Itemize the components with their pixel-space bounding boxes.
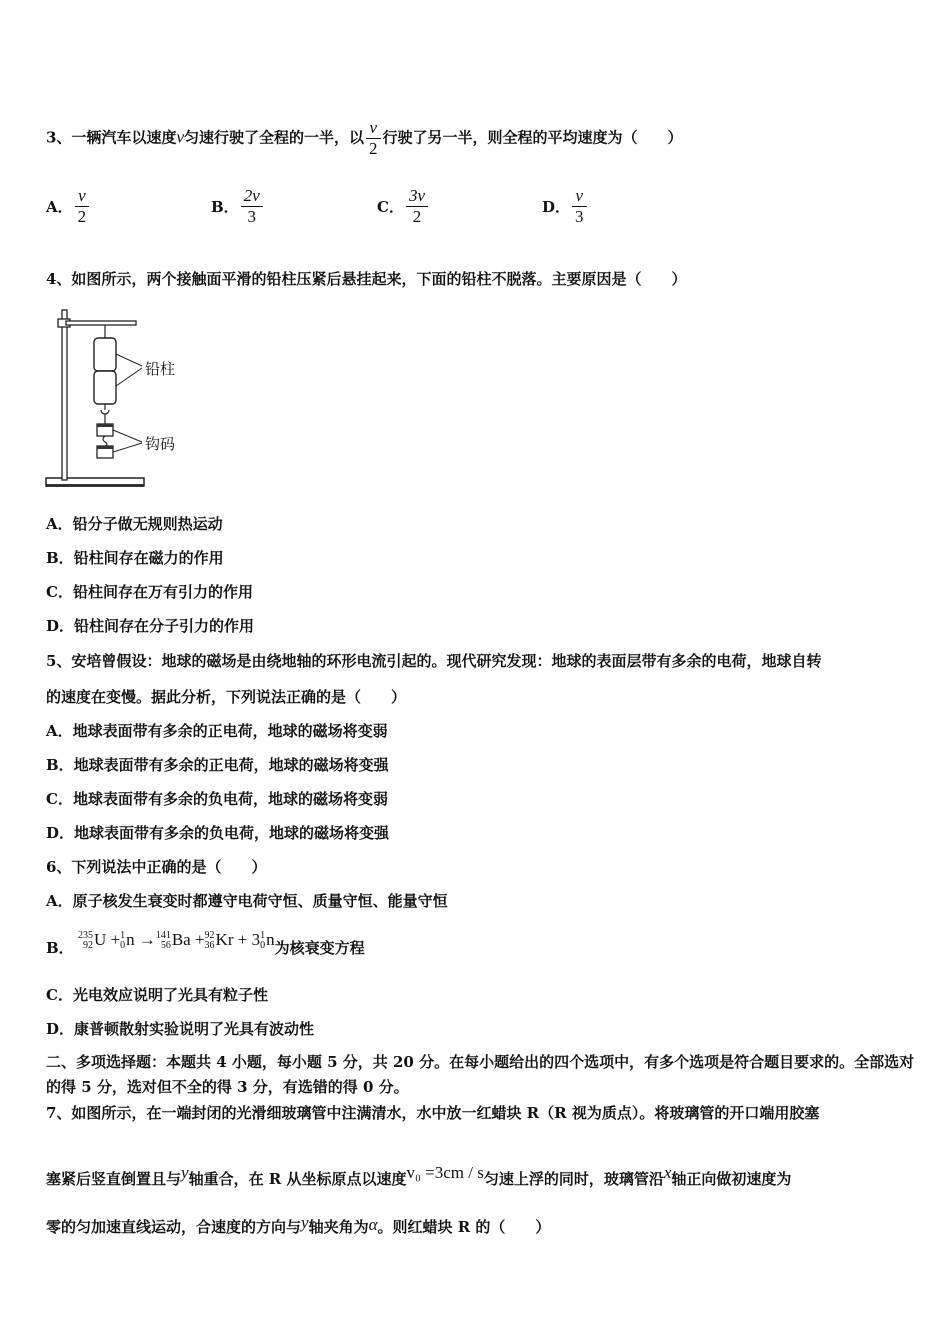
q5-option-b: B．地球表面带有多余的正电荷，地球的磁场将变强 xyxy=(46,756,389,774)
q4-option-b: B．铅柱间存在磁力的作用 xyxy=(46,549,224,567)
frac-den: 3 xyxy=(575,207,584,226)
q4-option-a: A．铅分子做无规则热运动 xyxy=(46,515,223,533)
lead-cylinder-figure xyxy=(44,306,204,492)
frac-den: 3 xyxy=(247,207,256,226)
q7-line1: 7、如图所示，在一端封闭的光滑细玻璃管中注满清水，水中放一红蜡块 R（R 视为质点）。将玻璃管的开口端用胶塞 xyxy=(46,1104,820,1122)
q6-option-c: C．光电效应说明了光具有粒子性 xyxy=(46,986,268,1004)
q3-frac-num: v xyxy=(366,118,381,139)
q3-option-fraction xyxy=(406,186,428,227)
frac-num: 3v xyxy=(406,186,428,207)
q7-line3-a: 零的匀加速直线运动，合速度的方向与 xyxy=(46,1218,302,1236)
section2-heading: 二、多项选择题：本题共 4 小题，每小题 5 分，共 20 分。在每小题给出的四个选项中，有多个选项是符合题目要求的。全部选对的得 5 分，选对但不全的得 3 分，有选错的得 0 分。 xyxy=(46,1053,915,1096)
q7-line3 xyxy=(46,1210,550,1240)
q7-line2-c: 匀速上浮的同时，玻璃管沿 xyxy=(483,1170,664,1188)
frac-num: v xyxy=(75,186,90,207)
q3-fraction xyxy=(366,118,381,159)
q5-stem-line2: 的速度在变慢。据此分析，下列说法正确的是（ ） xyxy=(46,688,407,706)
q6-option-b-suffix: 为核衰变方程 xyxy=(274,939,365,957)
q7-y: y xyxy=(181,1163,189,1182)
nuclide-u: 235 92 xyxy=(77,930,93,952)
frac-num: v xyxy=(572,186,587,207)
q3-stem-b: 匀速行驶了全程的一半，以 xyxy=(184,128,365,147)
q4-option-c: C．铅柱间存在万有引力的作用 xyxy=(46,583,253,601)
q3-option-c xyxy=(377,186,430,227)
frac-num: 2v xyxy=(241,186,263,207)
q7-line3-c: 。则红蜡块 R 的（ ） xyxy=(377,1218,551,1236)
q6-option-a: A．原子核发生衰变时都遵守电荷守恒、质量守恒、能量守恒 xyxy=(46,892,448,910)
nuclide-kr: 92 36 xyxy=(204,930,215,952)
q3-stem-c: 行驶了另一半，则全程的平均速度为（ ） xyxy=(382,128,683,147)
q7-alpha: α xyxy=(368,1215,378,1234)
q6-option-d: D．康普顿散射实验说明了光具有波动性 xyxy=(46,1020,315,1038)
q3-option-label: A． xyxy=(46,198,73,216)
q5-option-a: A．地球表面带有多余的正电荷，地球的磁场将变弱 xyxy=(46,722,388,740)
stand-diagram xyxy=(44,306,204,492)
q7-y-axis: y xyxy=(301,1213,309,1232)
q6-option-b-label: B． xyxy=(46,939,74,957)
q7-line2 xyxy=(46,1158,791,1194)
frac-den: 2 xyxy=(77,207,87,226)
frac-den: 2 xyxy=(412,207,422,226)
q7-x: x xyxy=(663,1163,672,1182)
q3-frac-den: 2 xyxy=(369,139,378,158)
q3-option-fraction xyxy=(572,186,587,227)
q3-option-label: B． xyxy=(211,198,239,216)
q3-option-label: D． xyxy=(542,198,571,216)
q3-option-b xyxy=(211,186,265,227)
nuclide-n2: 1 0 xyxy=(260,930,266,952)
q3-option-label: C． xyxy=(377,198,404,216)
q3-option-fraction xyxy=(75,186,90,227)
q6-option-b xyxy=(46,928,365,960)
q3-option-a xyxy=(46,186,91,227)
q3-v: v xyxy=(176,127,184,147)
q7-line2-b: 轴重合，在 R 从坐标原点以速度 xyxy=(188,1170,407,1188)
q3-option-fraction xyxy=(241,186,263,227)
q3-stem xyxy=(46,118,683,159)
nuclide-n: 1 0 xyxy=(120,930,126,952)
q4-stem: 4、如图所示，两个接触面平滑的铅柱压紧后悬挂起来，下面的铅柱不脱落。主要原因是（ ） xyxy=(46,270,687,288)
q4-option-d: D．铅柱间存在分子引力的作用 xyxy=(46,617,255,635)
q7-line2-d: 轴正向做初速度为 xyxy=(671,1170,792,1188)
q5-stem-line1: 5、安培曾假设：地球的磁场是由绕地轴的环形电流引起的。现代研究发现：地球的表面层带有多余的电荷，地球自转 xyxy=(46,652,822,670)
q7-line3-b: 轴夹角为 xyxy=(308,1218,369,1236)
q3-stem-a: 3、一辆汽车以速度 xyxy=(46,128,177,147)
nuclide-ba: 141 56 xyxy=(155,930,171,952)
q5-option-c: C．地球表面带有多余的负电荷，地球的磁场将变弱 xyxy=(46,790,388,808)
q3-option-d xyxy=(542,186,589,227)
q7-line2-a: 塞紧后竖直倒置且与 xyxy=(46,1170,182,1188)
fission-equation: 235 92 U + 1 0 n → 141 56 Ba + 92 36 Kr + 3 1 0 n xyxy=(77,930,275,952)
q5-option-d: D．地球表面带有多余的负电荷，地球的磁场将变强 xyxy=(46,824,390,842)
label-lead-cylinder: 铅柱 xyxy=(145,360,176,378)
q6-stem: 6、下列说法中正确的是（ ） xyxy=(46,858,267,876)
label-weight: 钩码 xyxy=(145,435,176,453)
q7-speed: v₀ =3cm / s xyxy=(406,1163,484,1182)
